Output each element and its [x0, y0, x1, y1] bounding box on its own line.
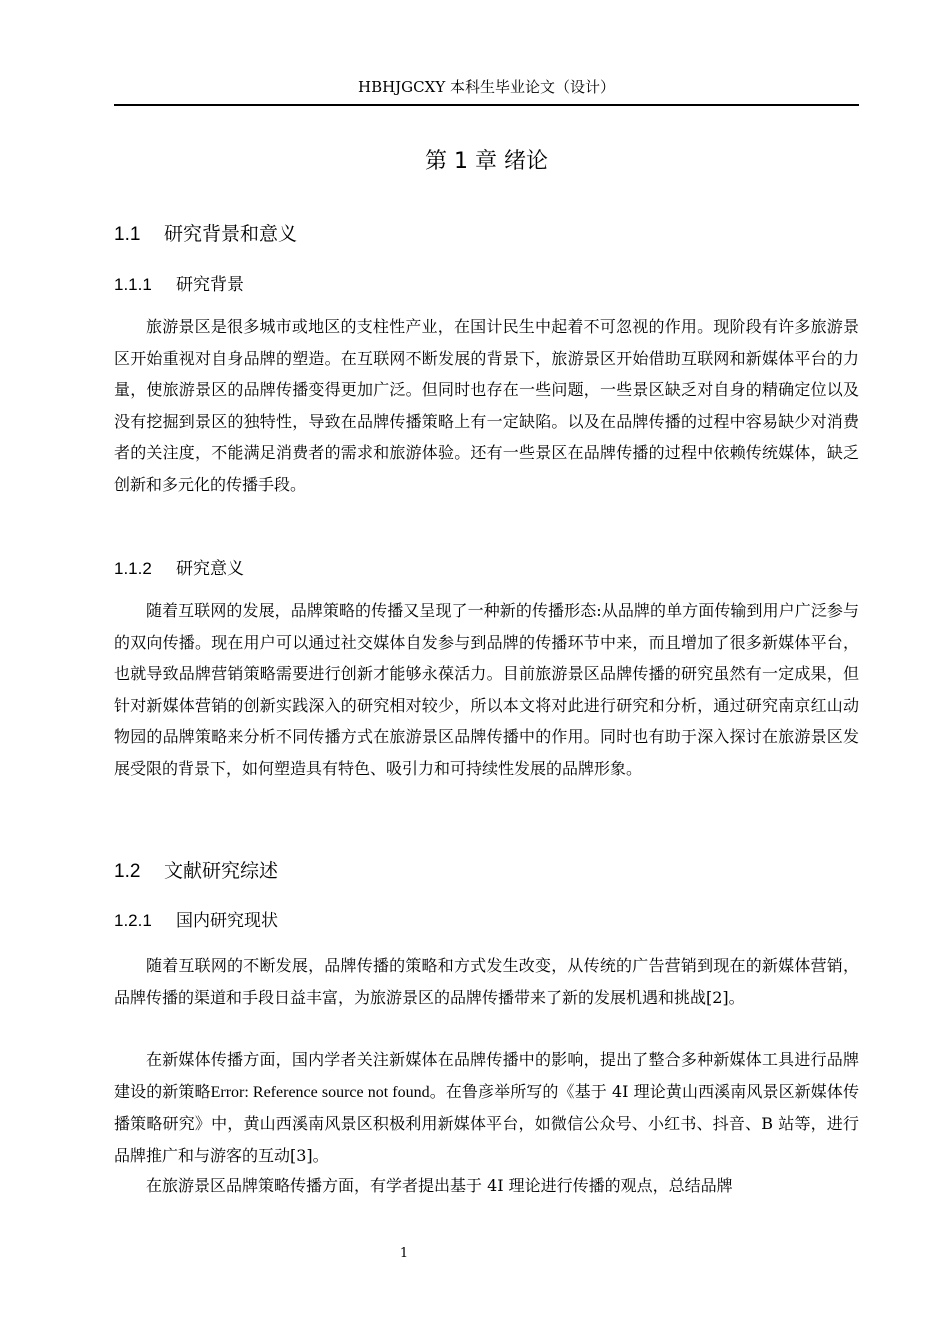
- section-title: 文献研究综述: [164, 860, 279, 882]
- chapter-title: 第 1 章 绪论: [425, 149, 548, 174]
- subsection-heading-1-2-1: [114, 906, 278, 936]
- paragraph-domestic-research-2: [114, 1044, 859, 1171]
- section-number: 1.2: [114, 861, 141, 882]
- page-number: 1: [399, 1246, 409, 1261]
- section-heading-1-1: [114, 218, 297, 251]
- paragraph-text: 。在鲁彦举所写的《基于 4I 理论黄山西溪南风景区新媒体传播策略研究》中，黄山西溪南风景区积极利用新媒体平台，如微信公众号、小红书、抖音、B 站等，进行品牌推广和与游客的互动[3]。: [114, 1081, 859, 1165]
- reference-error-text: Error: Reference source not found: [210, 1083, 430, 1101]
- section-heading-1-2: [114, 855, 278, 888]
- paragraph-domestic-research-1: 随着互联网的不断发展，品牌传播的策略和方式发生改变，从传统的广告营销到现在的新媒体营销，品牌传播的渠道和手段日益丰富，为旅游景区的品牌传播带来了新的发展机遇和挑战[2]。: [114, 956, 859, 1007]
- subsection-title: 研究意义: [176, 559, 244, 579]
- section-number: 1.1: [114, 224, 141, 245]
- paragraph-research-significance: 随着互联网的发展，品牌策略的传播又呈现了一种新的传播形态:从品牌的单方面传输到用户广泛参与的双向传播。现在用户可以通过社交媒体自发参与到品牌的传播环节中来，而且增加了很多新媒体平台，也就导致品牌营销策略需要进行创新才能够永葆活力。目前旅游景区品牌传播的研究虽然有一定成果，但针对新媒体营销的创新实践深入的研究相对较少，所以本文将对此进行研究和分析，通过研究南京红山动物园的品牌策略来分析不同传播方式在旅游景区品牌传播中的作用。同时也有助于深入探讨在旅游景区发展受限的背景下，如何塑造具有特色、吸引力和可持续性发展的品牌形象。: [114, 601, 859, 778]
- paragraph-text: 在新媒体传播方面，国内学者关注新媒体在品牌传播中的影响，提出了整合多种新媒体工具进行品牌建设的新策略: [114, 1050, 859, 1101]
- page-header: HBHJGCXY 本科生毕业论文（设计）: [114, 70, 859, 106]
- subsection-heading-1-1-2: [114, 554, 244, 584]
- subsection-number: 1.1.2: [114, 559, 152, 578]
- subsection-heading-1-1-1: [114, 270, 244, 300]
- paragraph-research-background: 旅游景区是很多城市或地区的支柱性产业，在国计民生中起着不可忽视的作用。现阶段有许多旅游景区开始重视对自身品牌的塑造。在互联网不断发展的背景下，旅游景区开始借助互联网和新媒体平台的力量，使旅游景区的品牌传播变得更加广泛。但同时也存在一些问题，一些景区缺乏对自身的精确定位以及没有挖掘到景区的独特性，导致在品牌传播策略上有一定缺陷。以及在品牌传播的过程中容易缺少对消费者的关注度，不能满足消费者的需求和旅游体验。还有一些景区在品牌传播的过程中依赖传统媒体，缺乏创新和多元化的传播手段。: [114, 317, 859, 494]
- paragraph-domestic-research-3: 在旅游景区品牌策略传播方面，有学者提出基于 4I 理论进行传播的观点，总结品牌: [146, 1176, 733, 1195]
- subsection-title: 国内研究现状: [176, 911, 278, 931]
- subsection-number: 1.1.1: [114, 275, 152, 294]
- section-title: 研究背景和意义: [164, 223, 298, 245]
- subsection-number: 1.2.1: [114, 911, 152, 930]
- subsection-title: 研究背景: [176, 275, 244, 295]
